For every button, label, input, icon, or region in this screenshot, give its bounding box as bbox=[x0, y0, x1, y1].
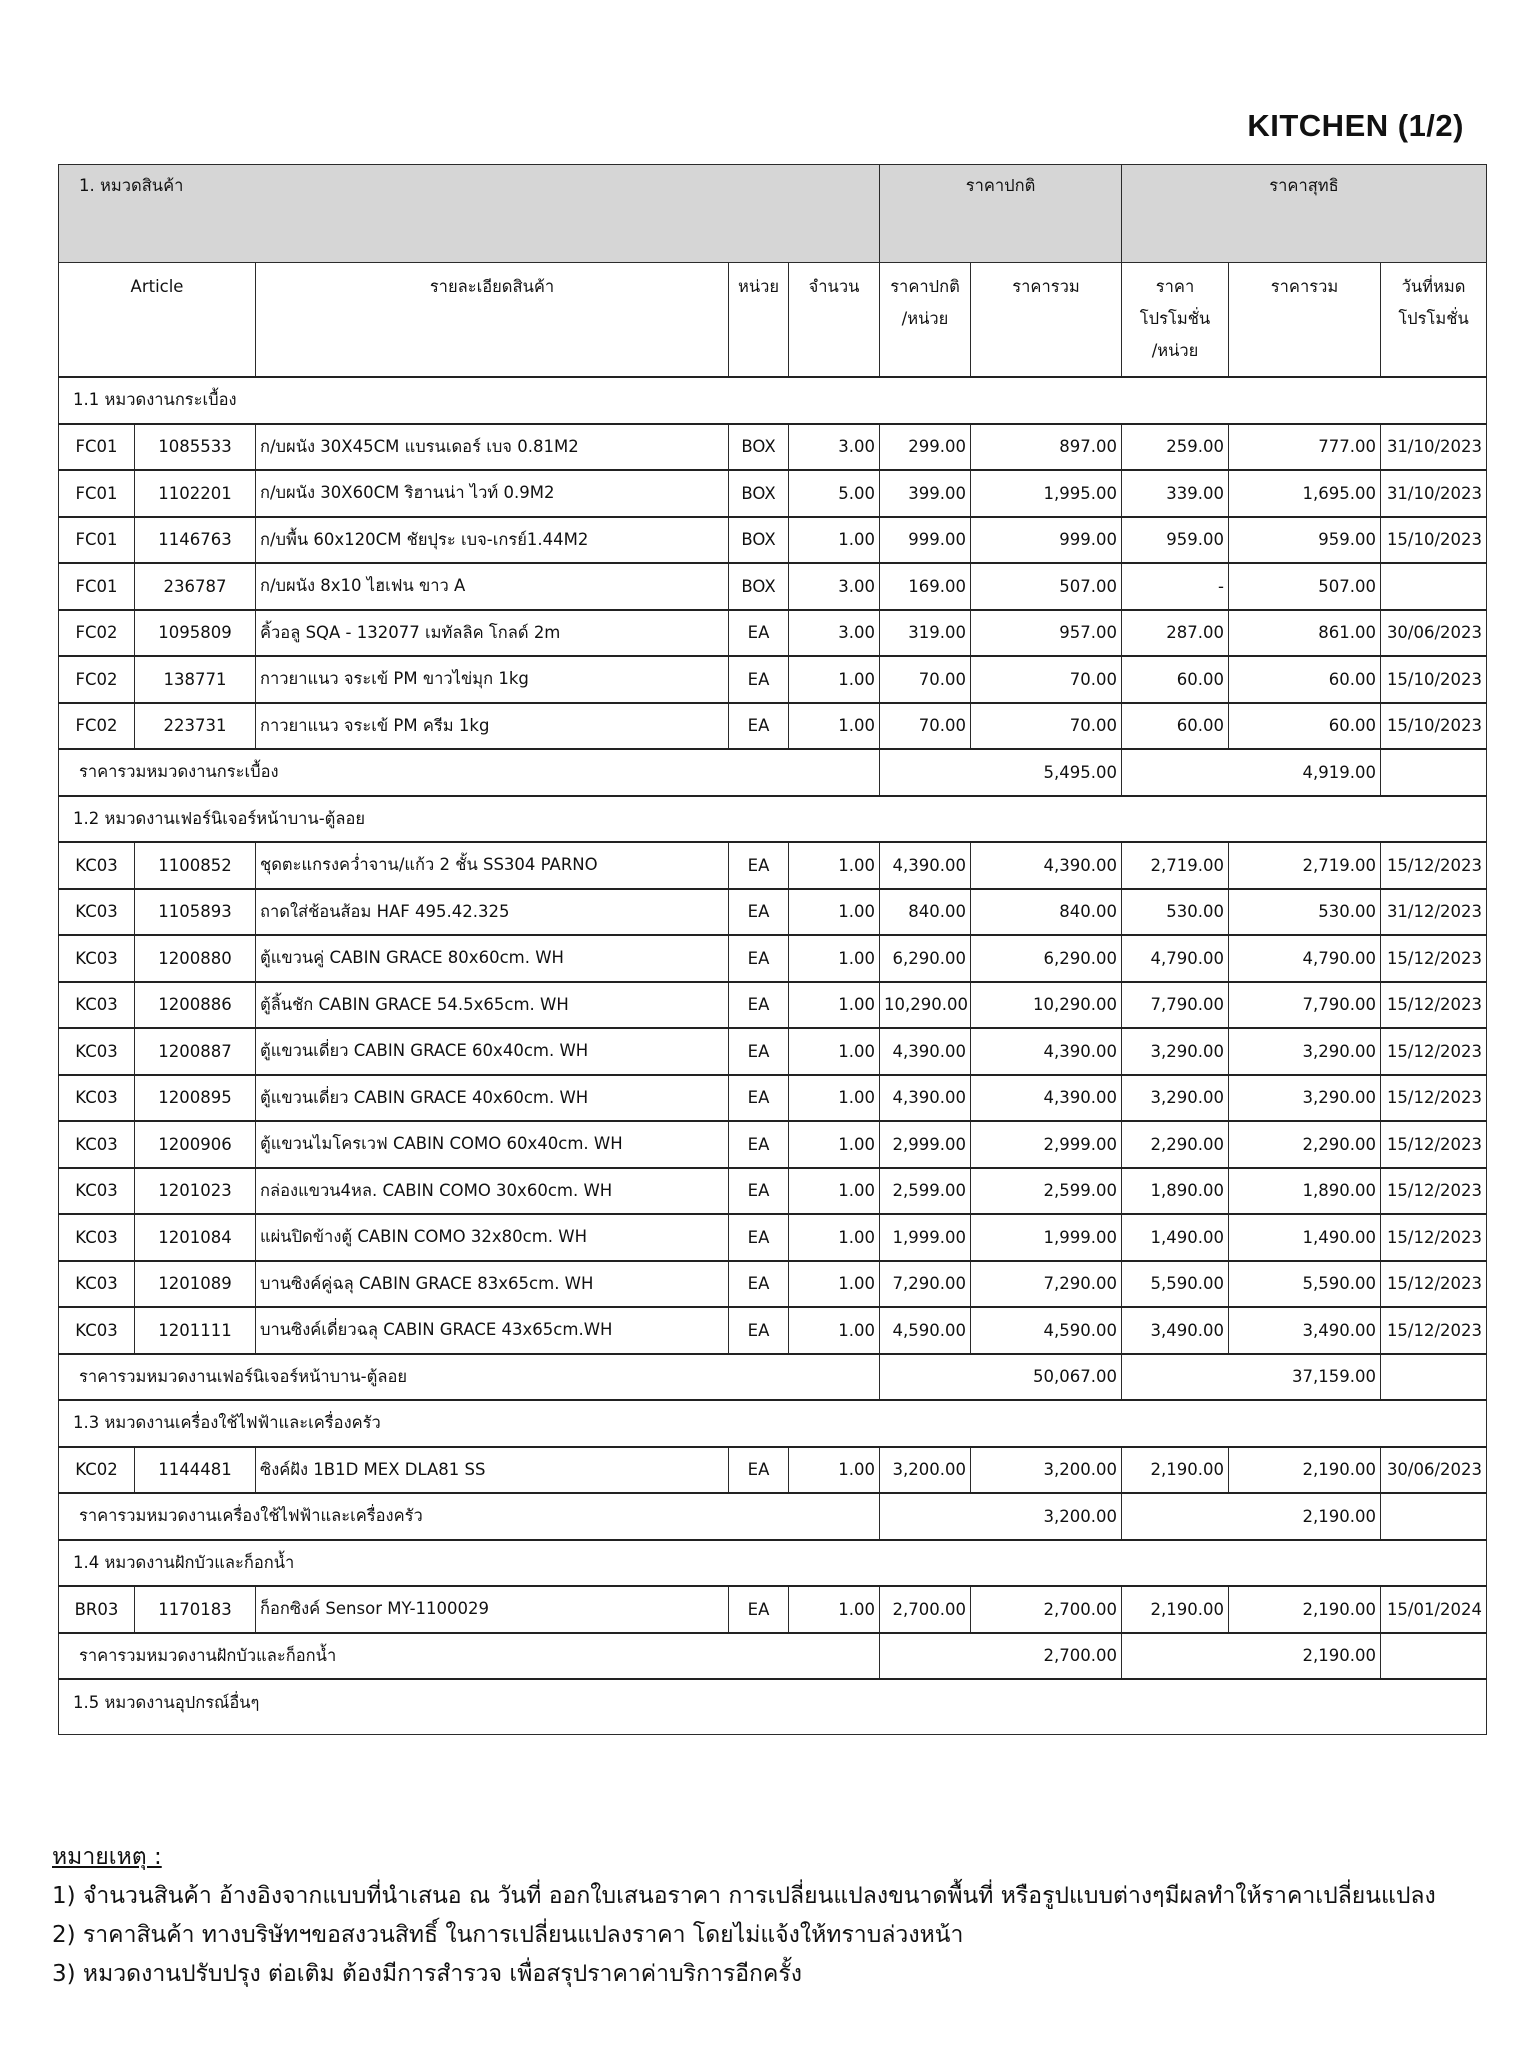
normal-total: 7,290.00 bbox=[971, 1261, 1122, 1308]
normal-total: 1,995.00 bbox=[971, 470, 1122, 517]
promo-end-date: 15/12/2023 bbox=[1381, 1075, 1487, 1122]
item-code: KC03 bbox=[59, 1121, 135, 1168]
table-row bbox=[59, 703, 1487, 750]
section-title-row bbox=[59, 377, 1487, 424]
promo-unit-price: 60.00 bbox=[1122, 703, 1229, 750]
promo-end-date: 15/12/2023 bbox=[1381, 1168, 1487, 1215]
item-unit: BOX bbox=[729, 470, 789, 517]
item-code: BR03 bbox=[59, 1586, 135, 1633]
net-total: 2,190.00 bbox=[1229, 1447, 1381, 1494]
subtotal-row bbox=[59, 1354, 1487, 1401]
normal-total: 6,290.00 bbox=[971, 935, 1122, 982]
article-number: 1100852 bbox=[135, 842, 256, 889]
section-title: 1.3 หมวดงานเครื่องใช้ไฟฟ้าและเครื่องครัว bbox=[59, 1400, 1487, 1447]
section-title-row-cut-off bbox=[59, 1679, 1487, 1735]
promo-end-date: 15/12/2023 bbox=[1381, 1121, 1487, 1168]
table-row bbox=[59, 935, 1487, 982]
unit-price: 3,200.00 bbox=[880, 1447, 971, 1494]
item-unit: EA bbox=[729, 1214, 789, 1261]
normal-total: 10,290.00 bbox=[971, 982, 1122, 1029]
item-quantity: 1.00 bbox=[789, 935, 880, 982]
promo-end-date: 15/12/2023 bbox=[1381, 1214, 1487, 1261]
section-title: 1.5 หมวดงานอุปกรณ์อื่นๆ bbox=[59, 1679, 1487, 1735]
table-row bbox=[59, 517, 1487, 564]
promo-unit-price: 3,290.00 bbox=[1122, 1075, 1229, 1122]
item-description: คิ้วอลู SQA - 132077 เมทัลลิค โกลด์ 2m bbox=[256, 610, 729, 657]
promo-end-date: 15/10/2023 bbox=[1381, 656, 1487, 703]
promo-unit-price: 4,790.00 bbox=[1122, 935, 1229, 982]
article-number: 1105893 bbox=[135, 889, 256, 936]
item-description: ก็อกซิงค์ Sensor MY-1100029 bbox=[256, 1586, 729, 1633]
item-quantity: 1.00 bbox=[789, 1261, 880, 1308]
net-total: 507.00 bbox=[1229, 563, 1381, 610]
net-total: 4,790.00 bbox=[1229, 935, 1381, 982]
item-description: ซิงค์ฝัง 1B1D MEX DLA81 SS bbox=[256, 1447, 729, 1494]
item-quantity: 1.00 bbox=[789, 889, 880, 936]
article-number: 1170183 bbox=[135, 1586, 256, 1633]
notes-section bbox=[52, 1838, 1436, 1994]
unit-price: 2,999.00 bbox=[880, 1121, 971, 1168]
unit-price: 10,290.00 bbox=[880, 982, 971, 1029]
item-quantity: 1.00 bbox=[789, 1307, 880, 1354]
unit-price: 6,290.00 bbox=[880, 935, 971, 982]
normal-total: 4,390.00 bbox=[971, 1028, 1122, 1075]
note-item: 2) ราคาสินค้า ทางบริษัทฯขอสงวนสิทธิ์ ในการเปลี่ยนแปลงราคา โดยไม่แจ้งให้ทราบล่วงหน้า bbox=[52, 1922, 964, 1948]
item-description: ตู้แขวนเดี่ยว CABIN GRACE 40x60cm. WH bbox=[256, 1075, 729, 1122]
promo-end-date: 15/12/2023 bbox=[1381, 935, 1487, 982]
item-quantity: 1.00 bbox=[789, 703, 880, 750]
promo-unit-price: 2,719.00 bbox=[1122, 842, 1229, 889]
section-title: 1.2 หมวดงานเฟอร์นิเจอร์หน้าบาน-ตู้ลอย bbox=[59, 796, 1487, 843]
promo-unit-price: 339.00 bbox=[1122, 470, 1229, 517]
unit-price: 4,590.00 bbox=[880, 1307, 971, 1354]
subtotal-label: ราคารวมหมวดงานเฟอร์นิเจอร์หน้าบาน-ตู้ลอย bbox=[59, 1354, 880, 1401]
item-code: FC01 bbox=[59, 424, 135, 471]
item-code: FC01 bbox=[59, 563, 135, 610]
net-total: 1,490.00 bbox=[1229, 1214, 1381, 1261]
note-item: 1) จำนวนสินค้า อ้างอิงจากแบบที่นำเสนอ ณ วันที่ ออกใบเสนอราคา การเปลี่ยนแปลงขนาดพื้นที่ หรือรูปแบบต่างๆมีผลทำให้ราคาเปลี่ยนแปลง bbox=[52, 1883, 1436, 1909]
item-description: บานซิงค์เดี่ยวฉลุ CABIN GRACE 43x65cm.WH bbox=[256, 1307, 729, 1354]
subtotal-net: 37,159.00 bbox=[1122, 1354, 1381, 1401]
promo-unit-price: 1,490.00 bbox=[1122, 1214, 1229, 1261]
col-promo-price-header: ราคา โปรโมชั่น /หน่วย bbox=[1122, 263, 1229, 378]
item-quantity: 1.00 bbox=[789, 517, 880, 564]
section-title-row bbox=[59, 796, 1487, 843]
net-total: 1,695.00 bbox=[1229, 470, 1381, 517]
net-total: 60.00 bbox=[1229, 656, 1381, 703]
promo-end-date: 31/12/2023 bbox=[1381, 889, 1487, 936]
normal-total: 4,390.00 bbox=[971, 1075, 1122, 1122]
item-description: ตู้แขวนไมโครเวฟ CABIN COMO 60x40cm. WH bbox=[256, 1121, 729, 1168]
net-total: 959.00 bbox=[1229, 517, 1381, 564]
section-title: 1.4 หมวดงานฝักบัวและก็อกน้ำ bbox=[59, 1540, 1487, 1587]
unit-price: 2,700.00 bbox=[880, 1586, 971, 1633]
promo-unit-price: 2,290.00 bbox=[1122, 1121, 1229, 1168]
quotation-table-area bbox=[57, 164, 1483, 1712]
subtotal-row bbox=[59, 1493, 1487, 1540]
net-total: 530.00 bbox=[1229, 889, 1381, 936]
section-title-row bbox=[59, 1400, 1487, 1447]
promo-end-date: 15/12/2023 bbox=[1381, 1307, 1487, 1354]
net-total: 861.00 bbox=[1229, 610, 1381, 657]
promo-unit-price: - bbox=[1122, 563, 1229, 610]
item-unit: EA bbox=[729, 935, 789, 982]
normal-total: 4,390.00 bbox=[971, 842, 1122, 889]
unit-price: 2,599.00 bbox=[880, 1168, 971, 1215]
item-quantity: 3.00 bbox=[789, 610, 880, 657]
item-code: KC03 bbox=[59, 1261, 135, 1308]
subtotal-label: ราคารวมหมวดงานกระเบื้อง bbox=[59, 749, 880, 796]
promo-end-date bbox=[1381, 563, 1487, 610]
col-total-header: ราคารวม bbox=[971, 263, 1122, 378]
net-total: 60.00 bbox=[1229, 703, 1381, 750]
table-row bbox=[59, 470, 1487, 517]
subtotal-label: ราคารวมหมวดงานฝักบัวและก็อกน้ำ bbox=[59, 1633, 880, 1680]
item-unit: EA bbox=[729, 1075, 789, 1122]
table-row bbox=[59, 424, 1487, 471]
table-row bbox=[59, 1214, 1487, 1261]
subtotal-empty-cell bbox=[1381, 1354, 1487, 1401]
unit-price: 4,390.00 bbox=[880, 1075, 971, 1122]
article-number: 1200886 bbox=[135, 982, 256, 1029]
item-quantity: 3.00 bbox=[789, 563, 880, 610]
item-unit: EA bbox=[729, 1586, 789, 1633]
item-quantity: 1.00 bbox=[789, 1586, 880, 1633]
col-article-header: Article bbox=[59, 263, 256, 378]
subtotal-row bbox=[59, 1633, 1487, 1680]
item-unit: EA bbox=[729, 1307, 789, 1354]
table-row bbox=[59, 1075, 1487, 1122]
article-number: 1144481 bbox=[135, 1447, 256, 1494]
item-code: FC01 bbox=[59, 517, 135, 564]
item-description: ก/บผนัง 8x10 ไฮเฟน ขาว A bbox=[256, 563, 729, 610]
item-unit: EA bbox=[729, 1447, 789, 1494]
promo-unit-price: 959.00 bbox=[1122, 517, 1229, 564]
item-quantity: 3.00 bbox=[789, 424, 880, 471]
unit-price: 840.00 bbox=[880, 889, 971, 936]
normal-total: 999.00 bbox=[971, 517, 1122, 564]
item-unit: EA bbox=[729, 610, 789, 657]
item-description: ตู้แขวนเดี่ยว CABIN GRACE 60x40cm. WH bbox=[256, 1028, 729, 1075]
net-total: 3,290.00 bbox=[1229, 1075, 1381, 1122]
item-description: กาวยาแนว จระเข้ PM ขาวไข่มุก 1kg bbox=[256, 656, 729, 703]
col-unit-price-header: ราคาปกติ /หน่วย bbox=[880, 263, 971, 378]
item-unit: EA bbox=[729, 1168, 789, 1215]
item-quantity: 1.00 bbox=[789, 1121, 880, 1168]
item-code: KC02 bbox=[59, 1447, 135, 1494]
promo-end-date: 15/10/2023 bbox=[1381, 517, 1487, 564]
article-number: 138771 bbox=[135, 656, 256, 703]
item-quantity: 1.00 bbox=[789, 1028, 880, 1075]
col-unit-header: หน่วย bbox=[729, 263, 789, 378]
article-number: 223731 bbox=[135, 703, 256, 750]
item-unit: EA bbox=[729, 703, 789, 750]
normal-price-group-header: ราคาปกติ bbox=[880, 165, 1122, 263]
article-number: 1201089 bbox=[135, 1261, 256, 1308]
section-title-row bbox=[59, 1540, 1487, 1587]
article-number: 1201023 bbox=[135, 1168, 256, 1215]
promo-unit-price: 5,590.00 bbox=[1122, 1261, 1229, 1308]
item-quantity: 1.00 bbox=[789, 1214, 880, 1261]
subtotal-net: 4,919.00 bbox=[1122, 749, 1381, 796]
unit-price: 169.00 bbox=[880, 563, 971, 610]
item-description: ก/บพื้น 60x120CM ชัยปุระ เบจ-เกรย์1.44M2 bbox=[256, 517, 729, 564]
category-header: 1. หมวดสินค้า bbox=[59, 165, 880, 263]
article-number: 1200895 bbox=[135, 1075, 256, 1122]
article-number: 1201084 bbox=[135, 1214, 256, 1261]
promo-unit-price: 60.00 bbox=[1122, 656, 1229, 703]
promo-end-date: 15/01/2024 bbox=[1381, 1586, 1487, 1633]
normal-total: 70.00 bbox=[971, 703, 1122, 750]
item-description: ถาดใส่ช้อนส้อม HAF 495.42.325 bbox=[256, 889, 729, 936]
article-number: 236787 bbox=[135, 563, 256, 610]
promo-end-date: 31/10/2023 bbox=[1381, 470, 1487, 517]
net-total: 777.00 bbox=[1229, 424, 1381, 471]
promo-end-date: 30/06/2023 bbox=[1381, 1447, 1487, 1494]
promo-end-date: 15/12/2023 bbox=[1381, 842, 1487, 889]
item-quantity: 1.00 bbox=[789, 842, 880, 889]
normal-total: 1,999.00 bbox=[971, 1214, 1122, 1261]
net-total: 2,290.00 bbox=[1229, 1121, 1381, 1168]
promo-unit-price: 3,290.00 bbox=[1122, 1028, 1229, 1075]
promo-unit-price: 1,890.00 bbox=[1122, 1168, 1229, 1215]
item-description: กาวยาแนว จระเข้ PM ครีม 1kg bbox=[256, 703, 729, 750]
article-number: 1201111 bbox=[135, 1307, 256, 1354]
normal-total: 4,590.00 bbox=[971, 1307, 1122, 1354]
subtotal-empty-cell bbox=[1381, 1493, 1487, 1540]
table-row bbox=[59, 889, 1487, 936]
net-price-group-header: ราคาสุทธิ bbox=[1122, 165, 1487, 263]
unit-price: 70.00 bbox=[880, 703, 971, 750]
item-unit: EA bbox=[729, 982, 789, 1029]
article-number: 1200906 bbox=[135, 1121, 256, 1168]
col-net-total-header: ราคารวม bbox=[1229, 263, 1381, 378]
normal-total: 2,599.00 bbox=[971, 1168, 1122, 1215]
promo-unit-price: 3,490.00 bbox=[1122, 1307, 1229, 1354]
subtotal-net: 2,190.00 bbox=[1122, 1493, 1381, 1540]
subtotal-normal: 3,200.00 bbox=[880, 1493, 1122, 1540]
item-unit: BOX bbox=[729, 424, 789, 471]
table-row bbox=[59, 1307, 1487, 1354]
item-code: FC02 bbox=[59, 703, 135, 750]
net-total: 3,290.00 bbox=[1229, 1028, 1381, 1075]
promo-unit-price: 530.00 bbox=[1122, 889, 1229, 936]
unit-price: 1,999.00 bbox=[880, 1214, 971, 1261]
subtotal-normal: 5,495.00 bbox=[880, 749, 1122, 796]
item-code: KC03 bbox=[59, 935, 135, 982]
article-number: 1146763 bbox=[135, 517, 256, 564]
item-quantity: 1.00 bbox=[789, 982, 880, 1029]
item-description: กล่องแขวน4หล. CABIN COMO 30x60cm. WH bbox=[256, 1168, 729, 1215]
item-unit: EA bbox=[729, 842, 789, 889]
column-header-row bbox=[59, 263, 1487, 378]
note-item: 3) หมวดงานปรับปรุง ต่อเติม ต้องมีการสำรวจ เพื่อสรุปราคาค่าบริการอีกครั้ง bbox=[52, 1961, 802, 1987]
unit-price: 299.00 bbox=[880, 424, 971, 471]
table-row bbox=[59, 842, 1487, 889]
promo-end-date: 15/12/2023 bbox=[1381, 982, 1487, 1029]
subtotal-label: ราคารวมหมวดงานเครื่องใช้ไฟฟ้าและเครื่องครัว bbox=[59, 1493, 880, 1540]
item-code: FC01 bbox=[59, 470, 135, 517]
article-number: 1200887 bbox=[135, 1028, 256, 1075]
promo-unit-price: 259.00 bbox=[1122, 424, 1229, 471]
table-row bbox=[59, 656, 1487, 703]
table-row bbox=[59, 1168, 1487, 1215]
item-description: ชุดตะแกรงคว่ำจาน/แก้ว 2 ชั้น SS304 PARNO bbox=[256, 842, 729, 889]
normal-total: 3,200.00 bbox=[971, 1447, 1122, 1494]
item-quantity: 1.00 bbox=[789, 1075, 880, 1122]
item-code: KC03 bbox=[59, 889, 135, 936]
normal-total: 70.00 bbox=[971, 656, 1122, 703]
item-code: KC03 bbox=[59, 1075, 135, 1122]
item-description: ตู้ลิ้นชัก CABIN GRACE 54.5x65cm. WH bbox=[256, 982, 729, 1029]
notes-heading: หมายเหตุ : bbox=[52, 1844, 162, 1870]
item-description: ตู้แขวนคู่ CABIN GRACE 80x60cm. WH bbox=[256, 935, 729, 982]
unit-price: 999.00 bbox=[880, 517, 971, 564]
unit-price: 4,390.00 bbox=[880, 1028, 971, 1075]
col-promo-end-header: วันที่หมด โปรโมชั่น bbox=[1381, 263, 1487, 378]
net-total: 3,490.00 bbox=[1229, 1307, 1381, 1354]
net-total: 5,590.00 bbox=[1229, 1261, 1381, 1308]
unit-price: 4,390.00 bbox=[880, 842, 971, 889]
net-total: 1,890.00 bbox=[1229, 1168, 1381, 1215]
item-code: KC03 bbox=[59, 1028, 135, 1075]
promo-unit-price: 7,790.00 bbox=[1122, 982, 1229, 1029]
table-row bbox=[59, 1586, 1487, 1633]
table-row bbox=[59, 1261, 1487, 1308]
promo-end-date: 15/12/2023 bbox=[1381, 1028, 1487, 1075]
col-description-header: รายละเอียดสินค้า bbox=[256, 263, 729, 378]
header-group-row bbox=[59, 165, 1487, 263]
normal-total: 2,700.00 bbox=[971, 1586, 1122, 1633]
article-number: 1200880 bbox=[135, 935, 256, 982]
unit-price: 399.00 bbox=[880, 470, 971, 517]
item-code: FC02 bbox=[59, 610, 135, 657]
col-qty-header: จำนวน bbox=[789, 263, 880, 378]
net-total: 7,790.00 bbox=[1229, 982, 1381, 1029]
item-description: ก/บผนัง 30X45CM แบรนเดอร์ เบจ 0.81M2 bbox=[256, 424, 729, 471]
promo-end-date: 15/12/2023 bbox=[1381, 1261, 1487, 1308]
promo-end-date: 15/10/2023 bbox=[1381, 703, 1487, 750]
promo-end-date: 30/06/2023 bbox=[1381, 610, 1487, 657]
unit-price: 319.00 bbox=[880, 610, 971, 657]
quotation-table bbox=[58, 164, 1487, 1735]
promo-end-date: 31/10/2023 bbox=[1381, 424, 1487, 471]
promo-unit-price: 2,190.00 bbox=[1122, 1447, 1229, 1494]
item-quantity: 1.00 bbox=[789, 1447, 880, 1494]
table-row bbox=[59, 1121, 1487, 1168]
article-number: 1085533 bbox=[135, 424, 256, 471]
item-description: ก/บผนัง 30X60CM ริฮานน่า ไวท์ 0.9M2 bbox=[256, 470, 729, 517]
normal-total: 2,999.00 bbox=[971, 1121, 1122, 1168]
subtotal-empty-cell bbox=[1381, 749, 1487, 796]
table-row bbox=[59, 610, 1487, 657]
item-quantity: 5.00 bbox=[789, 470, 880, 517]
article-number: 1102201 bbox=[135, 470, 256, 517]
subtotal-row bbox=[59, 749, 1487, 796]
normal-total: 840.00 bbox=[971, 889, 1122, 936]
page-title: KITCHEN (1/2) bbox=[1247, 108, 1464, 143]
item-unit: EA bbox=[729, 1261, 789, 1308]
unit-price: 7,290.00 bbox=[880, 1261, 971, 1308]
normal-total: 897.00 bbox=[971, 424, 1122, 471]
item-code: KC03 bbox=[59, 1307, 135, 1354]
item-code: KC03 bbox=[59, 842, 135, 889]
unit-price: 70.00 bbox=[880, 656, 971, 703]
item-unit: EA bbox=[729, 1028, 789, 1075]
table-row bbox=[59, 982, 1487, 1029]
subtotal-normal: 50,067.00 bbox=[880, 1354, 1122, 1401]
item-unit: EA bbox=[729, 656, 789, 703]
item-code: KC03 bbox=[59, 982, 135, 1029]
normal-total: 507.00 bbox=[971, 563, 1122, 610]
item-quantity: 1.00 bbox=[789, 656, 880, 703]
subtotal-normal: 2,700.00 bbox=[880, 1633, 1122, 1680]
item-code: KC03 bbox=[59, 1214, 135, 1261]
normal-total: 957.00 bbox=[971, 610, 1122, 657]
item-unit: BOX bbox=[729, 563, 789, 610]
promo-unit-price: 287.00 bbox=[1122, 610, 1229, 657]
table-row bbox=[59, 563, 1487, 610]
item-unit: EA bbox=[729, 889, 789, 936]
net-total: 2,719.00 bbox=[1229, 842, 1381, 889]
item-code: FC02 bbox=[59, 656, 135, 703]
promo-unit-price: 2,190.00 bbox=[1122, 1586, 1229, 1633]
item-unit: EA bbox=[729, 1121, 789, 1168]
item-unit: BOX bbox=[729, 517, 789, 564]
subtotal-net: 2,190.00 bbox=[1122, 1633, 1381, 1680]
item-code: KC03 bbox=[59, 1168, 135, 1215]
net-total: 2,190.00 bbox=[1229, 1586, 1381, 1633]
article-number: 1095809 bbox=[135, 610, 256, 657]
table-row bbox=[59, 1447, 1487, 1494]
item-description: บานซิงค์คู่ฉลุ CABIN GRACE 83x65cm. WH bbox=[256, 1261, 729, 1308]
table-row bbox=[59, 1028, 1487, 1075]
item-quantity: 1.00 bbox=[789, 1168, 880, 1215]
section-title: 1.1 หมวดงานกระเบื้อง bbox=[59, 377, 1487, 424]
subtotal-empty-cell bbox=[1381, 1633, 1487, 1680]
item-description: แผ่นปิดข้างตู้ CABIN COMO 32x80cm. WH bbox=[256, 1214, 729, 1261]
